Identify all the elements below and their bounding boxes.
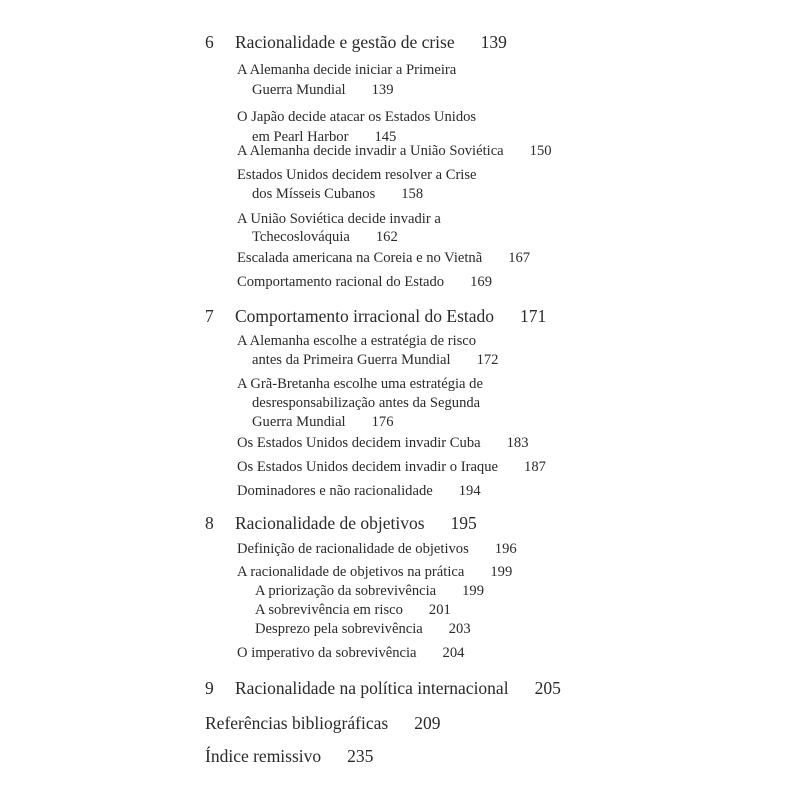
section-title: dos Mísseis Cubanos — [252, 186, 376, 202]
section-title: em Pearl Harbor — [252, 129, 349, 145]
toc-section[interactable] — [237, 376, 483, 393]
chapter-number: 7 — [205, 306, 214, 326]
page-number: 203 — [448, 621, 471, 637]
toc-back-matter[interactable] — [205, 713, 440, 734]
page-number: 172 — [476, 352, 499, 368]
section-title: Escalada americana na Coreia e no Vietnã — [237, 250, 483, 266]
page-number: 150 — [529, 143, 552, 159]
toc-section[interactable] — [237, 459, 546, 476]
toc-section-cont — [252, 414, 394, 431]
section-title: A sobrevivência em risco — [255, 602, 403, 618]
toc-section[interactable] — [237, 541, 517, 558]
page-number: 235 — [347, 746, 374, 766]
section-title: Desprezo pela sobrevivência — [255, 621, 423, 637]
section-title: A Alemanha escolhe a estratégia de risco — [237, 333, 477, 349]
page-number: 176 — [371, 414, 394, 430]
page-number: 199 — [462, 583, 485, 599]
section-title: Definição de racionalidade de objetivos — [237, 541, 469, 557]
chapter-title: Racionalidade na política internacional — [235, 678, 509, 698]
toc-section[interactable] — [237, 211, 441, 228]
chapter-title: Racionalidade e gestão de crise — [235, 32, 455, 52]
section-title: Estados Unidos decidem resolver a Crise — [237, 167, 477, 183]
page-number: 201 — [428, 602, 451, 618]
toc-subsection[interactable] — [255, 621, 471, 638]
page-number: 204 — [442, 645, 465, 661]
back-matter-title: Índice remissivo — [205, 746, 322, 766]
page-number: 169 — [470, 274, 492, 290]
section-title: A Alemanha decide invadir a União Soviética — [237, 143, 504, 159]
chapter-number: 8 — [205, 513, 214, 533]
toc-section[interactable] — [237, 143, 552, 160]
page-number: 205 — [534, 678, 561, 698]
section-title: A União Soviética decide invadir a — [237, 211, 441, 227]
chapter-title: Comportamento irracional do Estado — [235, 306, 495, 326]
page-number: 162 — [375, 229, 398, 245]
toc-section[interactable] — [237, 435, 529, 452]
page-number: 209 — [414, 713, 441, 733]
section-title: A Alemanha decide iniciar a Primeira — [237, 62, 457, 78]
page-number: 139 — [480, 32, 507, 52]
toc-subsection[interactable] — [255, 583, 484, 600]
back-matter-title: Referências bibliográficas — [205, 713, 389, 733]
page-number: 167 — [508, 250, 531, 266]
toc-section[interactable] — [237, 109, 476, 126]
chapter-number: 9 — [205, 678, 214, 698]
section-title: Dominadores e não racionalidade — [237, 483, 433, 499]
section-title: Os Estados Unidos decidem invadir Cuba — [237, 435, 481, 451]
toc-section[interactable] — [237, 274, 492, 291]
toc-section[interactable] — [237, 250, 530, 267]
page-number: 171 — [520, 306, 547, 326]
toc-section-cont — [252, 395, 480, 412]
section-title: desresponsabilização antes da Segunda — [252, 395, 481, 411]
chapter-number: 6 — [205, 32, 214, 52]
chapter-title: Racionalidade de objetivos — [235, 513, 425, 533]
toc-section[interactable] — [237, 62, 456, 79]
page-number: 194 — [458, 483, 481, 499]
section-title: Comportamento racional do Estado — [237, 274, 445, 290]
toc-section-cont — [252, 229, 398, 246]
section-title: antes da Primeira Guerra Mundial — [252, 352, 451, 368]
page-number: 187 — [524, 459, 546, 475]
toc-section-cont — [252, 352, 498, 369]
page-number: 183 — [506, 435, 529, 451]
toc-section-cont — [252, 186, 423, 203]
toc-section[interactable] — [237, 333, 476, 350]
page-number: 196 — [494, 541, 517, 557]
toc-section[interactable] — [237, 167, 477, 184]
section-title: O imperativo da sobrevivência — [237, 645, 417, 661]
page-number: 195 — [450, 513, 477, 533]
section-title: A priorização da sobrevivência — [255, 583, 437, 599]
section-title: Os Estados Unidos decidem invadir o Iraque — [237, 459, 499, 475]
toc-section-cont — [252, 82, 394, 99]
toc-section[interactable] — [237, 645, 464, 662]
section-title: Guerra Mundial — [252, 414, 346, 430]
section-title: Tchecoslováquia — [252, 229, 350, 245]
page-number: 158 — [401, 186, 424, 202]
toc-section[interactable] — [237, 564, 512, 581]
page-number: 139 — [371, 82, 394, 98]
section-title: A Grã-Bretanha escolhe uma estratégia de — [237, 376, 483, 392]
section-title: A racionalidade de objetivos na prática — [237, 564, 465, 580]
toc-back-matter[interactable] — [205, 746, 373, 767]
section-title: O Japão decide atacar os Estados Unidos — [237, 109, 477, 125]
section-title: Guerra Mundial — [252, 82, 346, 98]
page-number: 145 — [374, 129, 397, 145]
toc-subsection[interactable] — [255, 602, 451, 619]
page-number: 199 — [490, 564, 513, 580]
toc-section[interactable] — [237, 483, 481, 500]
